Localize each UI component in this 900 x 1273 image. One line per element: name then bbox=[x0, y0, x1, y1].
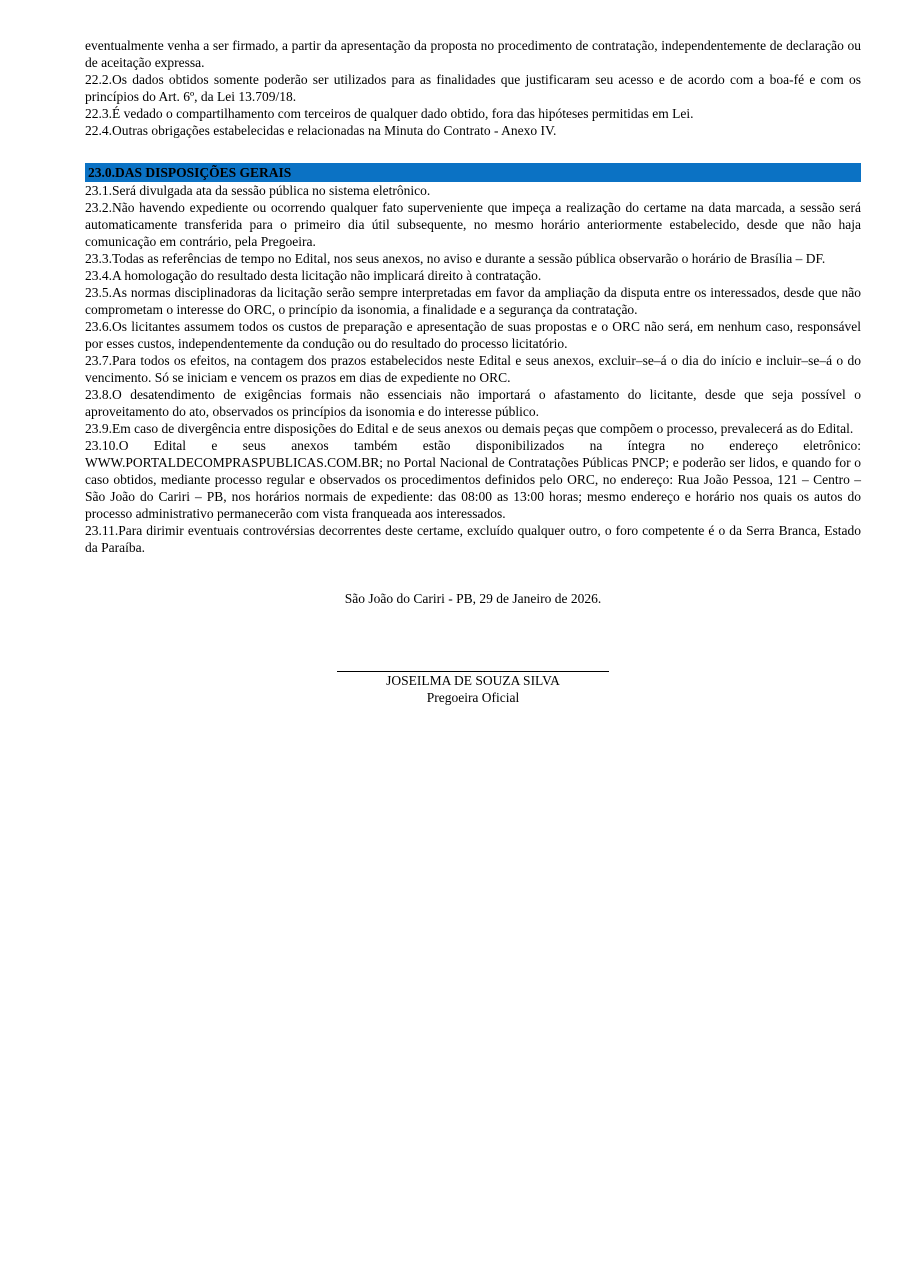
clause-22-1-continuation: eventualmente venha a ser firmado, a partir da apresentação da proposta no procedimento de contratação, independentemente de declaração ou de aceitação expressa. bbox=[85, 38, 861, 70]
clause-23-5: 23.5.As normas disciplinadoras da licitação serão sempre interpretadas em favor da ampliação da disputa entre os interessados, desde que não comprometam o interesse do ORC, o princípio da isonomia, a finalidade e a segurança da contratação. bbox=[85, 285, 861, 317]
clause-23-4: 23.4.A homologação do resultado desta licitação não implicará direito à contratação. bbox=[85, 268, 542, 283]
date-place-line: São João do Cariri - PB, 29 de Janeiro de 2026. bbox=[344, 591, 602, 606]
clause-23-8: 23.8.O desatendimento de exigências formais não essenciais não importará o afastamento do licitante, desde que seja possível o aproveitamento do ato, observados os princípios da isonomia e do interesse público. bbox=[85, 387, 861, 419]
clause-23-2: 23.2.Não havendo expediente ou ocorrendo qualquer fato superveniente que impeça a realização do certame na data marcada, a sessão será automaticamente transferida para o primeiro dia útil subsequente, no mesmo horário anteriormente estabelecido, desde que não haja comunicação em contrário, pela Pregoeira. bbox=[85, 200, 861, 249]
clause-23-1: 23.1.Será divulgada ata da sessão pública no sistema eletrônico. bbox=[85, 183, 431, 198]
clause-23-6: 23.6.Os licitantes assumem todos os custos de preparação e apresentação de suas propostas e o ORC não será, em nenhum caso, responsável por esses custos, independentemente da condução ou do resultado do processo licitatório. bbox=[85, 319, 861, 351]
clause-22-2: 22.2.Os dados obtidos somente poderão ser utilizados para as finalidades que justificaram seu acesso e de acordo com a boa-fé e com os princípios do Art. 6º, da Lei 13.709/18. bbox=[85, 72, 861, 104]
clause-23-11: 23.11.Para dirimir eventuais controvérsias decorrentes deste certame, excluído qualquer outro, o foro competente é o da Serra Branca, Estado da Paraíba. bbox=[85, 523, 861, 555]
clause-22-3: 22.3.É vedado o compartilhamento com terceiros de qualquer dado obtido, fora das hipóteses permitidas em Lei. bbox=[85, 106, 694, 121]
clause-23-9: 23.9.Em caso de divergência entre disposições do Edital e de seus anexos ou demais peças que compõem o processo, prevalecerá as do Edital. bbox=[85, 421, 854, 436]
document-body bbox=[85, 37, 861, 706]
clause-23-7: 23.7.Para todos os efeitos, na contagem dos prazos estabelecidos neste Edital e seus anexos, excluir–se–á o dia do início e incluir–se–á o do vencimento. Só se iniciam e vencem os prazos em dias de expediente no ORC. bbox=[85, 353, 861, 385]
signatory-name: JOSEILMA DE SOUZA SILVA bbox=[386, 673, 560, 688]
signature-block bbox=[85, 671, 861, 706]
signatory-role: Pregoeira Oficial bbox=[426, 690, 520, 705]
clause-23-3: 23.3.Todas as referências de tempo no Edital, nos seus anexos, no aviso e durante a sessão pública observarão o horário de Brasília – DF. bbox=[85, 251, 826, 266]
clause-23-10: 23.10.O Edital e seus anexos também estão disponibilizados na íntegra no endereço eletrônico: WWW.PORTALDECOMPRASPUBLICAS.COM.BR; no Portal Nacional de Contratações Públicas PNCP; e poderão ser lidos, e quando for o caso obtidos, mediante processo regular e observados os procedimentos definidos pelo ORC, no endereço: Rua João Pessoa, 121 – Centro – São João do Cariri – PB, nos horários normais de expediente: das 08:00 as 13:00 horas; mesmo endereço e horário nos quais os autos do processo administrativo permanecerão com vista franqueada aos interessados. bbox=[85, 438, 861, 521]
section-header-23-disposicoes-gerais: 23.0.DAS DISPOSIÇÕES GERAIS bbox=[85, 163, 861, 182]
clause-22-4: 22.4.Outras obrigações estabelecidas e relacionadas na Minuta do Contrato - Anexo IV. bbox=[85, 123, 557, 138]
